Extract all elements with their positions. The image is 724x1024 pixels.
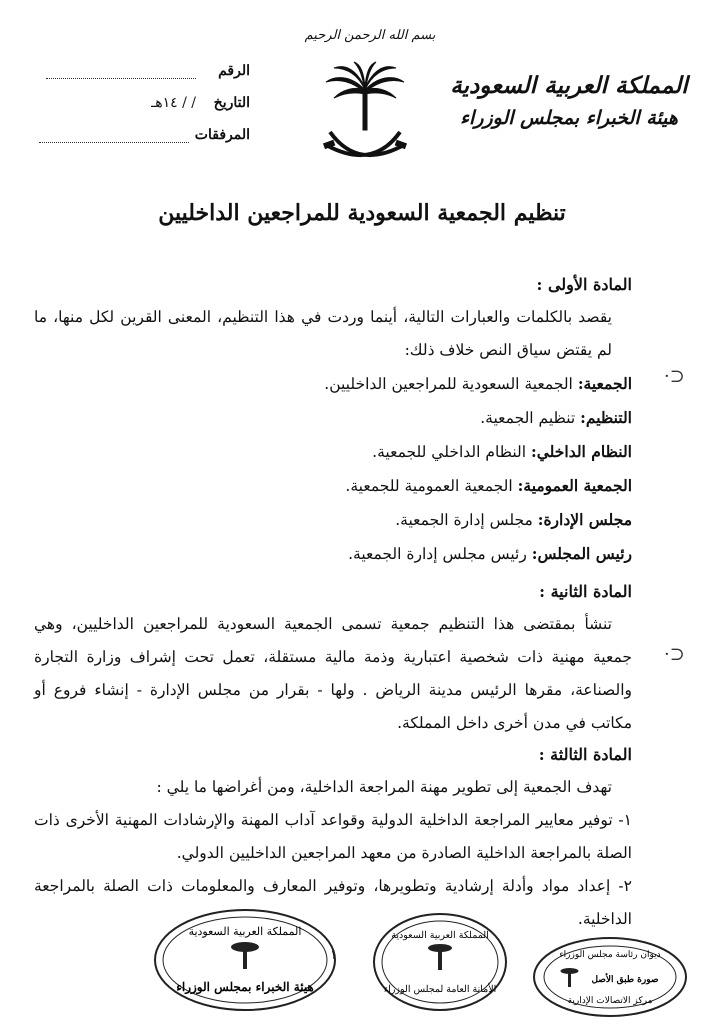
article-2-heading: المادة الثانية :	[539, 582, 632, 601]
definition-row	[34, 469, 632, 503]
definition-term: رئيس المجلس:	[531, 544, 632, 563]
article-2	[34, 575, 632, 740]
article-3-item: ١- توفير معايير المراجعة الداخلية الدولية وقواعد آداب المهنة والإرشادات المهنية الأخرى ذات الصلة بالمراجعة الداخلية الصادرة من معهد المراجعين الداخليين الدولي.	[34, 811, 632, 862]
article-3-intro: تهدف الجمعية إلى تطوير مهنة المراجعة الداخلية، ومن أغراضها ما يلي :	[156, 778, 612, 796]
date-label: التاريخ	[213, 95, 250, 111]
attachments-label: المرفقات	[194, 127, 250, 143]
definition-row	[34, 503, 632, 537]
margin-marker-icon: ⊂·	[664, 644, 685, 665]
kingdom-name: المملكة العربية السعودية	[450, 72, 688, 99]
definition-meaning: الجمعية العمومية للجمعية.	[345, 477, 513, 495]
article-2-text: تنشأ بمقتضى هذا التنظيم جمعية تسمى الجمعية السعودية للمراجعين الداخليين، وهي جمعية مهنية ذات شخصية اعتبارية وذمة مالية مستقلة، تعمل تحت إشراف وزارة التجارة والصناعة، مقرها الرئيس مدينة الرياض . ولها - بقرار من مجلس الإدارة - إنشاء فروع أو مكاتب في مدن أخرى داخل المملكة.	[34, 615, 632, 732]
authority-name: هيئة الخبراء بمجلس الوزراء	[460, 107, 678, 129]
ref-label: الرقم	[218, 63, 250, 79]
basmala: بسم الله الرحمن الرحيم	[304, 28, 436, 43]
definition-term: النظام الداخلي:	[531, 442, 632, 461]
document-title: تنظيم الجمعية السعودية للمراجعين الداخليين	[158, 200, 566, 226]
seal-top-text: المملكة العربية السعودية	[188, 925, 302, 938]
letterhead-authority	[444, 70, 694, 134]
seal-top-text: ديوان رئاسة مجلس الوزراء	[559, 950, 661, 960]
date-row	[20, 87, 250, 119]
attachments-line	[39, 128, 189, 143]
article-3-item: ٢- إعداد مواد وأدلة إرشادية وتطويرها، وتوفير المعارف والمعلومات ذات الصلة بالمراجعة الداخلية.	[34, 877, 632, 928]
definition-meaning: النظام الداخلي للجمعية.	[372, 443, 527, 461]
definition-meaning: رئيس مجلس إدارة الجمعية.	[348, 545, 527, 563]
definition-row	[34, 367, 632, 401]
seal-bottom-text: الأمانة العامة لمجلس الوزراء	[383, 984, 497, 995]
definition-meaning: مجلس إدارة الجمعية.	[395, 511, 533, 529]
definition-row	[34, 435, 632, 469]
ref-row	[20, 55, 250, 87]
seal-bottom-text: مركز الاتصالات الإدارية	[567, 996, 653, 1006]
article-1	[34, 268, 632, 571]
page-number: ١	[330, 948, 337, 963]
reference-fields	[20, 55, 250, 151]
official-seal-icon	[150, 905, 340, 1015]
official-seal-icon	[530, 935, 690, 1020]
definition-meaning: تنظيم الجمعية.	[480, 409, 576, 427]
definition-row	[34, 537, 632, 571]
attachments-row	[20, 119, 250, 151]
ref-line	[46, 64, 196, 79]
definition-term: الجمعية العمومية:	[517, 476, 632, 495]
definition-term: مجلس الإدارة:	[537, 510, 632, 529]
article-1-intro: يقصد بالكلمات والعبارات التالية، أينما وردت في هذا التنظيم، المعنى القرين لكل منها، ما لم يقتض سياق النص خلاف ذلك:	[34, 308, 612, 359]
official-seal-icon	[370, 910, 510, 1015]
seal-mid-text: صورة طبق الأصل	[591, 975, 659, 985]
seal-bottom-text: هيئة الخبراء بمجلس الوزراء	[176, 980, 314, 994]
date-value: / / ١٤هـ	[151, 95, 196, 111]
article-3-heading: المادة الثالثة :	[538, 745, 632, 764]
seal-top-text: المملكة العربية السعودية	[391, 930, 489, 941]
definition-term: الجمعية:	[577, 374, 632, 393]
article-1-heading: المادة الأولى :	[536, 275, 632, 294]
saudi-emblem-icon	[320, 60, 410, 170]
definition-row	[34, 401, 632, 435]
margin-marker-icon: ⊂·	[664, 366, 685, 387]
definition-term: التنظيم:	[580, 408, 632, 427]
definition-meaning: الجمعية السعودية للمراجعين الداخليين.	[324, 375, 573, 393]
